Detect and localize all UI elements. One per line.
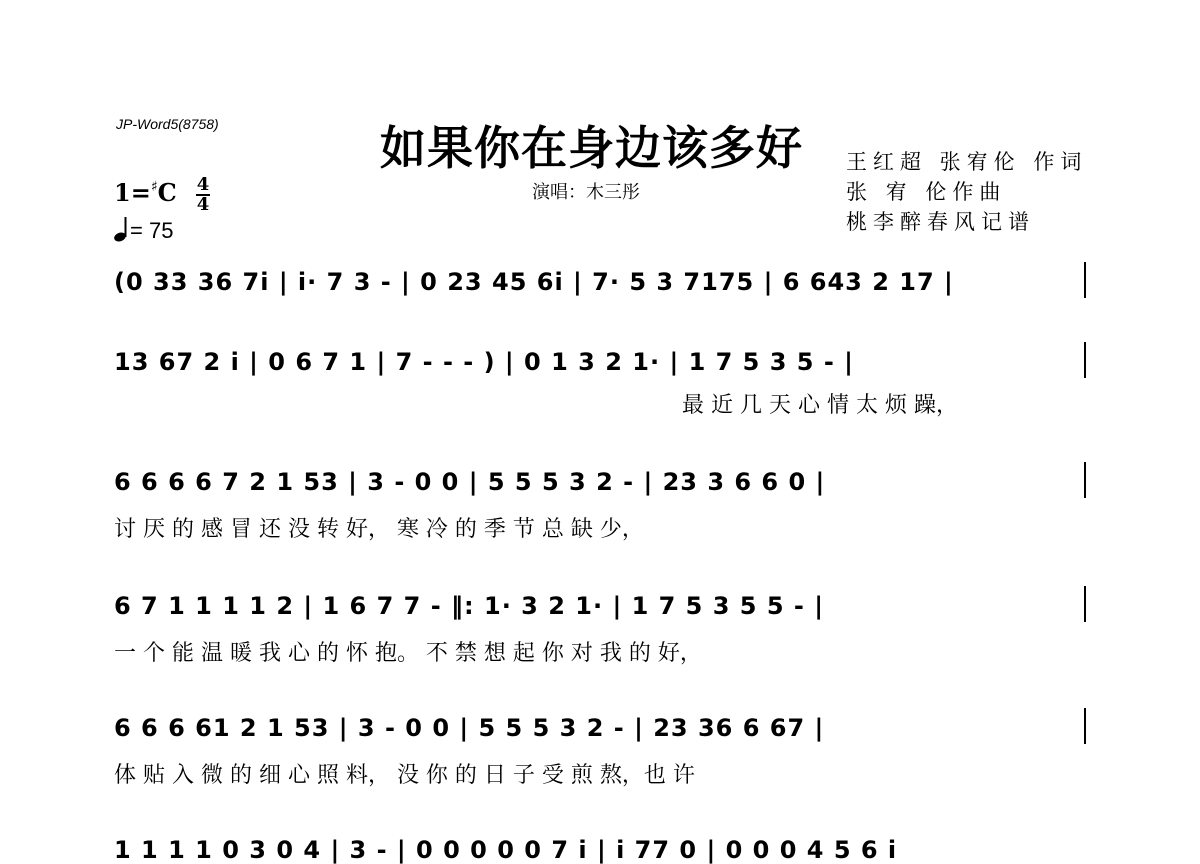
tempo-marking <box>114 216 173 244</box>
score-row: 6 6 6 61 2 1 53 | 3 - 0 0 | 5 5 5 3 2 - | 23 36 6 67 | <box>114 714 825 742</box>
quarter-note-icon <box>114 216 130 242</box>
lyric-line: 体 贴 入 微 的 细 心 照 料， 没 你 的 日 子 受 煎 熬，也 许 <box>114 763 695 788</box>
bar-line <box>1084 462 1086 498</box>
bar-line <box>1084 708 1086 744</box>
lyric-line: 讨 厌 的 感 冒 还 没 转 好， 寒 冷 的 季 节 总 缺 少， <box>114 517 644 542</box>
page-title: 如果你在身边该多好 <box>380 121 803 175</box>
score-row: 13 67 2 i | 0 6 7 1 | 7 - - - ) | 0 1 3 2 1· | 1 7 5 3 5 - | <box>114 348 854 376</box>
lyric-line: 一 个 能 温 暖 我 心 的 怀 抱。 不 禁 想 起 你 对 我 的 好， <box>114 641 702 666</box>
score-row: 1 1 1 1 0 3 0 4 | 3 - | 0 0 0 0 0 7 i | i 77 0 | 0 0 0 4 5 6 i <box>114 836 898 864</box>
score-row: 6 7 1 1 1 1 2 | 1 6 7 7 - ‖: 1· 3 2 1· | 1 7 5 3 5 5 - | <box>114 592 824 620</box>
composer-credit: 张 宥 伦作曲 <box>846 180 1007 204</box>
bar-line <box>1084 262 1086 298</box>
transcriber-credit: 桃李醉春风记谱 <box>846 210 1035 234</box>
bar-line <box>1084 342 1086 378</box>
time-signature <box>196 176 210 214</box>
bar-line <box>1084 586 1086 622</box>
key-signature <box>114 178 177 207</box>
lyric-line: 最 近 几 天 心 情 太 烦 躁， <box>682 393 958 418</box>
score-row: (0 33 36 7i | i· 7 3 - | 0 23 45 6i | 7· 5 3 7175 | 6 643 2 17 | <box>114 268 954 296</box>
score-row: 6 6 6 6 7 2 1 53 | 3 - 0 0 | 5 5 5 3 2 - | 23 3 6 6 0 | <box>114 468 826 496</box>
time-signature-top: 4 <box>196 174 210 195</box>
tempo-value: = 75 <box>130 218 174 243</box>
app-tag: JP-Word5(8758) <box>116 116 219 132</box>
key-label: 1= <box>114 178 151 207</box>
time-signature-bottom: 4 <box>196 194 210 215</box>
singer-credit: 演唱：木三彤 <box>532 182 640 203</box>
sharp-icon: ♯ <box>150 179 158 195</box>
key-note: C <box>157 178 177 207</box>
lyricist-credit: 王红超 张宥伦 作词 <box>846 150 1088 174</box>
